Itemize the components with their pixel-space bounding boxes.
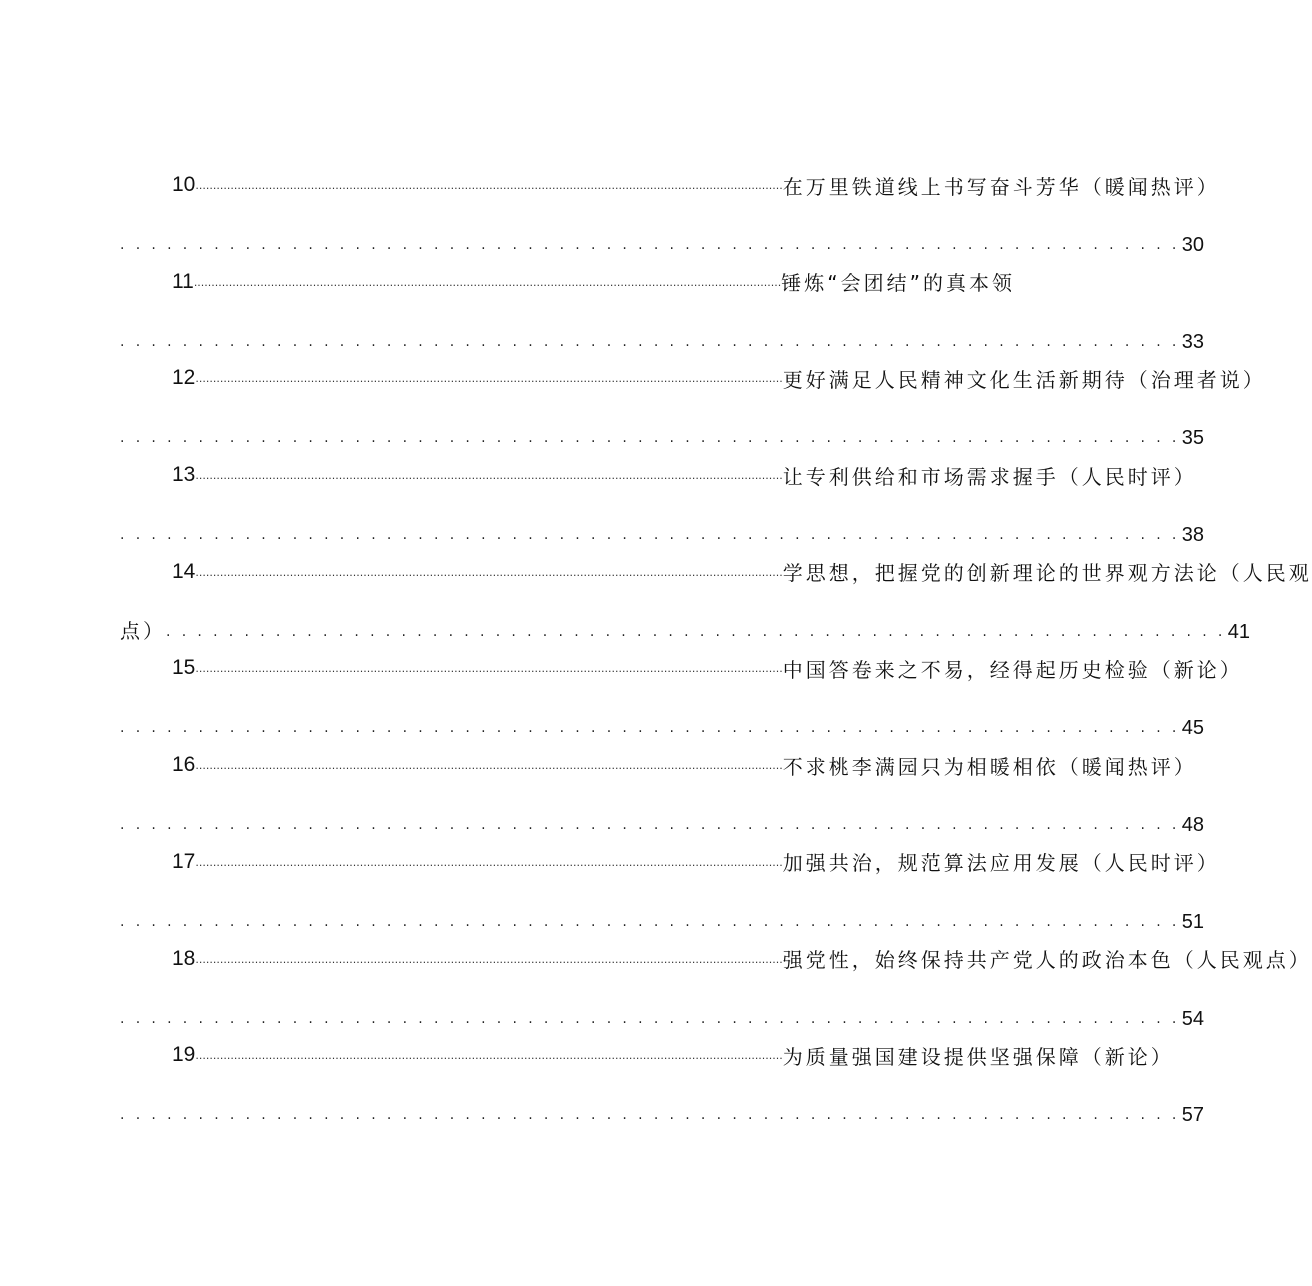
toc-page-line (120, 210, 1205, 257)
toc-entry-line (120, 160, 1220, 210)
toc-entry-line (120, 837, 1220, 887)
toc-entry[interactable] (120, 1030, 1205, 1127)
toc-entry-line (120, 934, 1312, 984)
toc-page-line (120, 887, 1205, 934)
dot-leader: ........................................................................................................................................................................ (195, 179, 783, 192)
toc-page-number: 30 (1181, 234, 1205, 256)
toc-page-number: 51 (1181, 910, 1205, 933)
toc-entry-number: 11 (172, 269, 194, 293)
toc-entry-line (120, 1030, 1174, 1080)
toc-entry[interactable] (120, 353, 1266, 450)
toc-page-number: 33 (1181, 330, 1205, 353)
dot-leader: ........................................................................................................................................................................ (195, 662, 783, 676)
dot-leader: . . . . . . . . . . . . . . . . . . . . . . . . . . . . . . . . . . . . . . . . . . . . . . . . . . . . . . . . . . . . . . . . . . . . (120, 333, 1180, 350)
toc-page-number: 41 (1227, 620, 1251, 643)
dot-leader: . . . . . . . . . . . . . . . . . . . . . . . . . . . . . . . . . . . . . . . . . . . . . . . . . . . . . . . . . . . . . . . . . . . . (120, 817, 1180, 834)
toc-entry-title-continuation: 点） (120, 618, 166, 643)
toc-entry-line (120, 257, 1015, 307)
toc-page-line (120, 790, 1205, 837)
toc-entry[interactable] (120, 740, 1205, 837)
toc-entry[interactable] (120, 257, 1205, 354)
toc-entry-title: 强党性，始终保持共产党人的政治本色（人民观点） (782, 948, 1312, 972)
toc-entry-line (120, 353, 1266, 403)
dot-leader: . . . . . . . . . . . . . . . . . . . . . . . . . . . . . . . . . . . . . . . . . . . . . . . . . . . . . . . . . . . . . . . . . . . . (120, 720, 1180, 737)
toc-entry-number: 13 (172, 463, 196, 487)
toc-page-number: 45 (1181, 717, 1205, 740)
toc-page-number: 38 (1181, 524, 1205, 547)
dot-leader: ........................................................................................................................................................................ (193, 275, 782, 289)
toc-entry-number: 17 (172, 849, 196, 873)
toc-entry-number: 14 (172, 559, 196, 583)
toc-page-line (120, 403, 1205, 450)
toc-entry-number: 16 (172, 753, 196, 777)
dot-leader: ........................................................................................................................................................................ (195, 759, 783, 773)
dot-leader: ........................................................................................................................................................................ (195, 855, 783, 869)
toc-entry-line (120, 450, 1197, 500)
toc-entry[interactable] (120, 160, 1220, 257)
toc-entry-title: 学思想，把握党的创新理论的世界观方法论（人民观 (782, 561, 1312, 586)
toc-entry-number: 10 (172, 173, 196, 196)
toc-entry[interactable] (120, 450, 1205, 547)
dot-leader: . . . . . . . . . . . . . . . . . . . . . . . . . . . . . . . . . . . . . . . . . . . . . . . . . . . . . . . . . . . . . . . . . . . . (120, 913, 1180, 930)
toc-page-line (120, 1080, 1205, 1127)
toc-page-number: 35 (1181, 427, 1205, 450)
dot-leader: ........................................................................................................................................................................ (195, 565, 783, 579)
toc-entry-title: 加强共治，规范算法应用发展（人民时评） (782, 851, 1220, 876)
toc-entry-line (120, 740, 1197, 790)
dot-leader: . . . . . . . . . . . . . . . . . . . . . . . . . . . . . . . . . . . . . . . . . . . . . . . . . . . . . . . . . . . . . . . . . . . . (166, 623, 1226, 640)
toc-entry-line (120, 643, 1243, 693)
toc-entry-number: 18 (172, 946, 196, 970)
toc-page-number: 54 (1181, 1007, 1205, 1030)
dot-leader: ........................................................................................................................................................................ (195, 469, 783, 483)
toc-entry-title: 在万里铁道线上书写奋斗芳华（暖闻热评） (782, 174, 1220, 199)
dot-leader: ........................................................................................................................................................................ (195, 1049, 783, 1063)
toc-page-line (120, 597, 1251, 644)
table-of-contents (120, 160, 1312, 1127)
toc-entry-number: 12 (172, 366, 196, 390)
dot-leader: . . . . . . . . . . . . . . . . . . . . . . . . . . . . . . . . . . . . . . . . . . . . . . . . . . . . . . . . . . . . . . . . . . . . (120, 430, 1180, 447)
dot-leader: . . . . . . . . . . . . . . . . . . . . . . . . . . . . . . . . . . . . . . . . . . . . . . . . . . . . . . . . . . . . . . . . . . . . (120, 1010, 1180, 1027)
dot-leader: ........................................................................................................................................................................ (195, 952, 783, 966)
toc-entry[interactable] (120, 837, 1220, 934)
toc-page-line (120, 693, 1205, 740)
toc-page-number: 48 (1181, 814, 1205, 837)
toc-page-line (120, 984, 1205, 1031)
toc-entry[interactable] (120, 934, 1312, 1031)
dot-leader: ........................................................................................................................................................................ (195, 372, 783, 386)
toc-page-line (120, 500, 1205, 547)
toc-entry-line (120, 547, 1312, 597)
toc-entry-title: 更好满足人民精神文化生活新期待（治理者说） (782, 367, 1266, 392)
toc-entry[interactable] (120, 547, 1312, 644)
toc-entry[interactable] (120, 643, 1243, 740)
toc-page-line (120, 307, 1205, 354)
toc-page-number: 57 (1181, 1104, 1205, 1127)
toc-entry-number: 19 (172, 1043, 196, 1067)
toc-entry-title: 锤炼“会团结”的真本领 (781, 271, 1015, 296)
dot-leader: . . . . . . . . . . . . . . . . . . . . . . . . . . . . . . . . . . . . . . . . . . . . . . . . . . . . . . . . . . . . . . . . . . . . (120, 237, 1180, 253)
toc-entry-title: 中国答卷来之不易，经得起历史检验（新论） (782, 657, 1243, 682)
toc-entry-number: 15 (172, 656, 196, 680)
toc-entry-title: 让专利供给和市场需求握手（人民时评） (782, 464, 1197, 489)
dot-leader: . . . . . . . . . . . . . . . . . . . . . . . . . . . . . . . . . . . . . . . . . . . . . . . . . . . . . . . . . . . . . . . . . . . . (120, 527, 1180, 544)
dot-leader: . . . . . . . . . . . . . . . . . . . . . . . . . . . . . . . . . . . . . . . . . . . . . . . . . . . . . . . . . . . . . . . . . . . . (120, 1107, 1180, 1124)
toc-entry-title: 不求桃李满园只为相暖相依（暖闻热评） (782, 754, 1197, 779)
toc-entry-title: 为质量强国建设提供坚强保障（新论） (782, 1044, 1174, 1069)
